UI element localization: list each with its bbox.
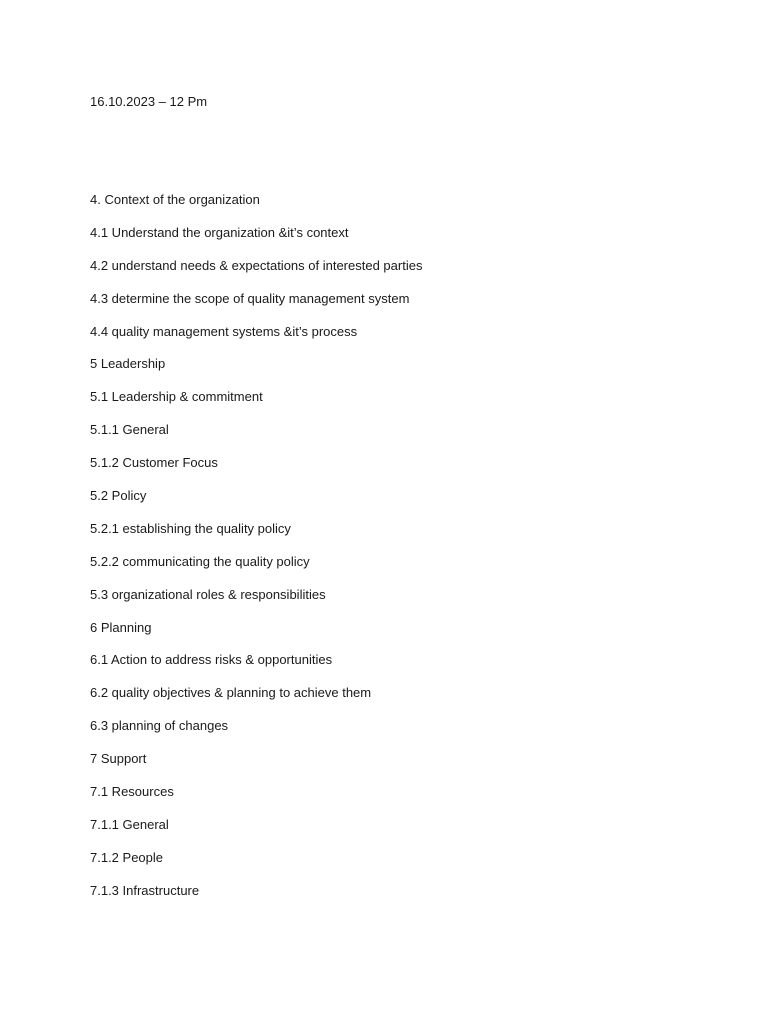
section-item: 7 Support [90,751,147,767]
section-item: 6 Planning [90,619,152,635]
section-item: 5.1 Leadership & commitment [90,389,263,405]
section-item: 7.1.3 Infrastructure [90,882,200,898]
date-time-line: 16.10.2023 – 12 Pm [90,94,208,109]
section-item: 5.1.2 Customer Focus [90,455,218,471]
section-item: 5.2.2 communicating the quality policy [90,553,310,569]
section-item: 6.3 planning of changes [90,718,229,734]
section-item: 4.3 determine the scope of quality management system [90,290,410,306]
section-item: 7.1.1 General [90,816,169,832]
section-item: 4. Context of the organization [90,192,260,207]
section-item: 7.1 Resources [90,784,174,800]
section-item: 5 Leadership [90,356,166,372]
section-item: 6.2 quality objectives & planning to achieve them [90,685,372,701]
section-item: 5.1.1 General [90,422,169,438]
section-item: 5.2 Policy [90,488,147,504]
section-item: 4.4 quality management systems &it’s process [90,323,358,339]
section-item: 4.2 understand needs & expectations of interested parties [90,257,423,273]
section-item: 4.1 Understand the organization &it’s context [90,224,349,240]
section-item: 7.1.2 People [90,849,164,865]
section-item: 5.3 organizational roles & responsibilities [90,586,326,602]
section-item: 5.2.1 establishing the quality policy [90,520,291,536]
section-list [90,191,422,915]
section-item: 6.1 Action to address risks & opportunities [90,652,333,668]
